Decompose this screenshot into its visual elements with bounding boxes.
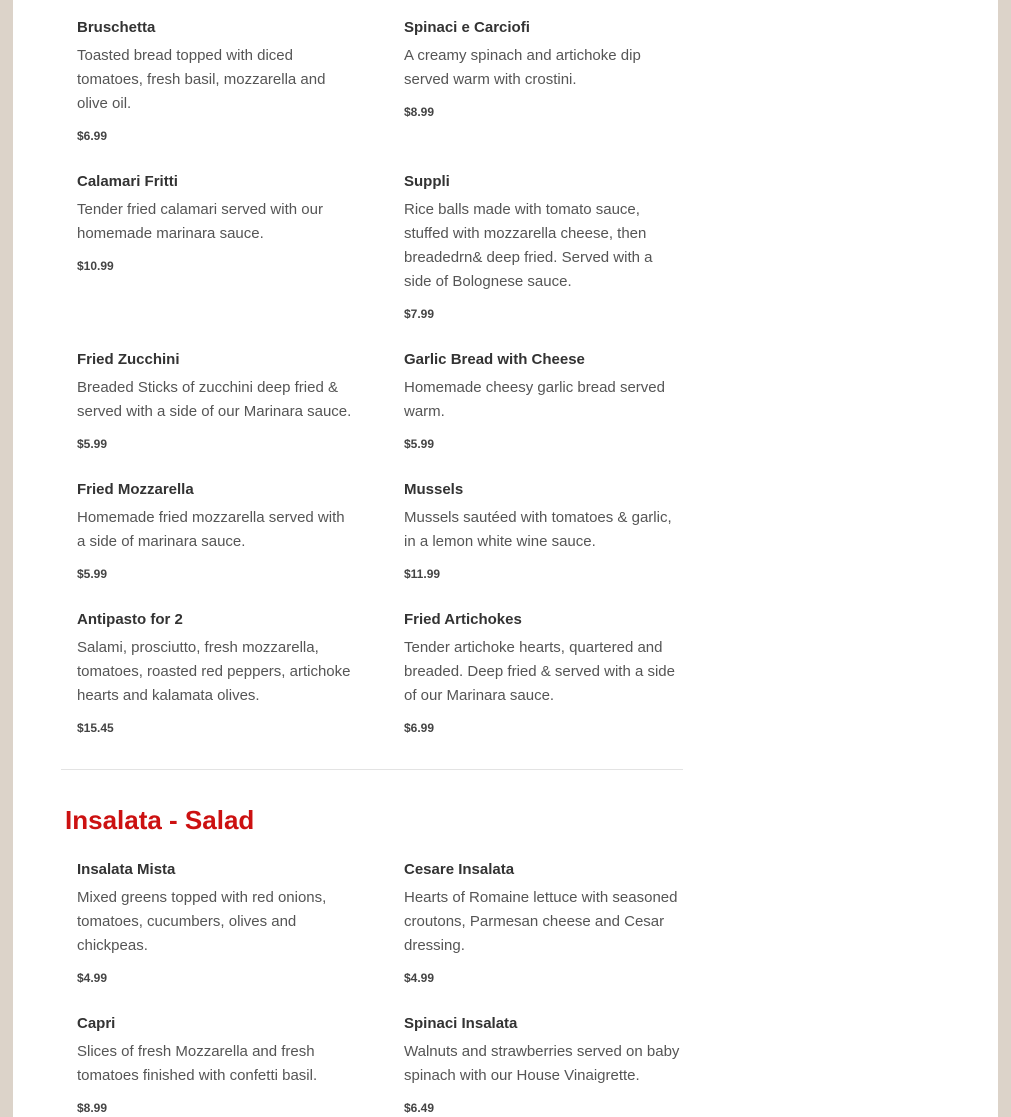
item-description: Slices of fresh Mozzarella and fresh tomatoes finished with confetti basil. bbox=[77, 1043, 318, 1084]
menu-item bbox=[404, 1014, 680, 1116]
item-name: Suppli bbox=[404, 173, 450, 190]
item-name: Cesare Insalata bbox=[404, 861, 515, 878]
item-price: $7.99 bbox=[404, 307, 435, 321]
item-name: Fried Mozzarella bbox=[77, 481, 194, 498]
item-price: $8.99 bbox=[404, 105, 435, 119]
item-name: Bruschetta bbox=[77, 19, 156, 36]
menu-page bbox=[13, 0, 998, 1117]
item-name: Fried Zucchini bbox=[77, 351, 180, 368]
menu-item bbox=[77, 18, 353, 144]
item-description: Toasted bread topped with diced tomatoes, fresh basil, mozzarella and olive oil. bbox=[77, 47, 326, 112]
item-price: $15.45 bbox=[77, 721, 114, 735]
section-divider bbox=[61, 769, 683, 770]
item-price: $6.99 bbox=[404, 721, 435, 735]
item-name: Antipasto for 2 bbox=[77, 611, 183, 628]
item-price: $4.99 bbox=[404, 971, 435, 985]
item-name: Mussels bbox=[404, 481, 464, 498]
item-description: Hearts of Romaine lettuce with seasoned croutons, Parmesan cheese and Cesar dressing. bbox=[404, 889, 678, 954]
menu-item bbox=[77, 1014, 353, 1116]
item-name: Spinaci e Carciofi bbox=[404, 19, 530, 36]
item-description: Mussels sautéed with tomatoes & garlic, in a lemon white wine sauce. bbox=[404, 509, 672, 550]
menu-item bbox=[404, 860, 680, 986]
item-description: A creamy spinach and artichoke dip served warm with crostini. bbox=[404, 47, 641, 88]
item-name: Insalata Mista bbox=[77, 861, 176, 878]
item-name: Calamari Fritti bbox=[77, 173, 178, 190]
item-price: $11.99 bbox=[404, 567, 441, 581]
item-price: $4.99 bbox=[77, 971, 108, 985]
menu-item bbox=[77, 350, 353, 452]
item-description: Tender fried calamari served with our homemade marinara sauce. bbox=[77, 201, 323, 242]
item-name: Garlic Bread with Cheese bbox=[404, 351, 585, 368]
item-description: Tender artichoke hearts, quartered and breaded. Deep fried & served with a side of our Marinara sauce. bbox=[404, 639, 675, 704]
item-description: Walnuts and strawberries served on baby spinach with our House Vinaigrette. bbox=[404, 1043, 680, 1084]
item-price: $5.99 bbox=[77, 437, 108, 451]
item-price: $10.99 bbox=[77, 259, 114, 273]
item-description: Homemade cheesy garlic bread served warm. bbox=[404, 379, 665, 420]
item-description: Salami, prosciutto, fresh mozzarella, tomatoes, roasted red peppers, artichoke hearts and kalamata olives. bbox=[77, 639, 351, 704]
item-price: $5.99 bbox=[404, 437, 435, 451]
item-description: Breaded Sticks of zucchini deep fried & served with a side of our Marinara sauce. bbox=[77, 379, 352, 420]
item-price: $6.49 bbox=[404, 1101, 435, 1115]
menu-item bbox=[404, 172, 680, 322]
menu-item bbox=[77, 172, 353, 274]
menu-item bbox=[77, 480, 353, 582]
menu-item bbox=[404, 18, 680, 120]
item-name: Spinaci Insalata bbox=[404, 1015, 518, 1032]
menu-item bbox=[404, 610, 680, 736]
item-price: $8.99 bbox=[77, 1101, 108, 1115]
item-price: $5.99 bbox=[77, 567, 108, 581]
item-name: Capri bbox=[77, 1015, 116, 1032]
section-title: Insalata - Salad bbox=[65, 805, 255, 835]
item-description: Homemade fried mozzarella served with a side of marinara sauce. bbox=[77, 509, 345, 550]
menu-item bbox=[77, 860, 353, 986]
item-price: $6.99 bbox=[77, 129, 108, 143]
item-description: Rice balls made with tomato sauce, stuffed with mozzarella cheese, then breadedrn& deep fried. Served with a side of Bolognese sauce. bbox=[404, 201, 653, 290]
menu-item bbox=[404, 480, 680, 582]
menu-item bbox=[404, 350, 680, 452]
menu-item bbox=[77, 610, 353, 736]
item-description: Mixed greens topped with red onions, tomatoes, cucumbers, olives and chickpeas. bbox=[77, 889, 327, 954]
item-name: Fried Artichokes bbox=[404, 611, 522, 628]
